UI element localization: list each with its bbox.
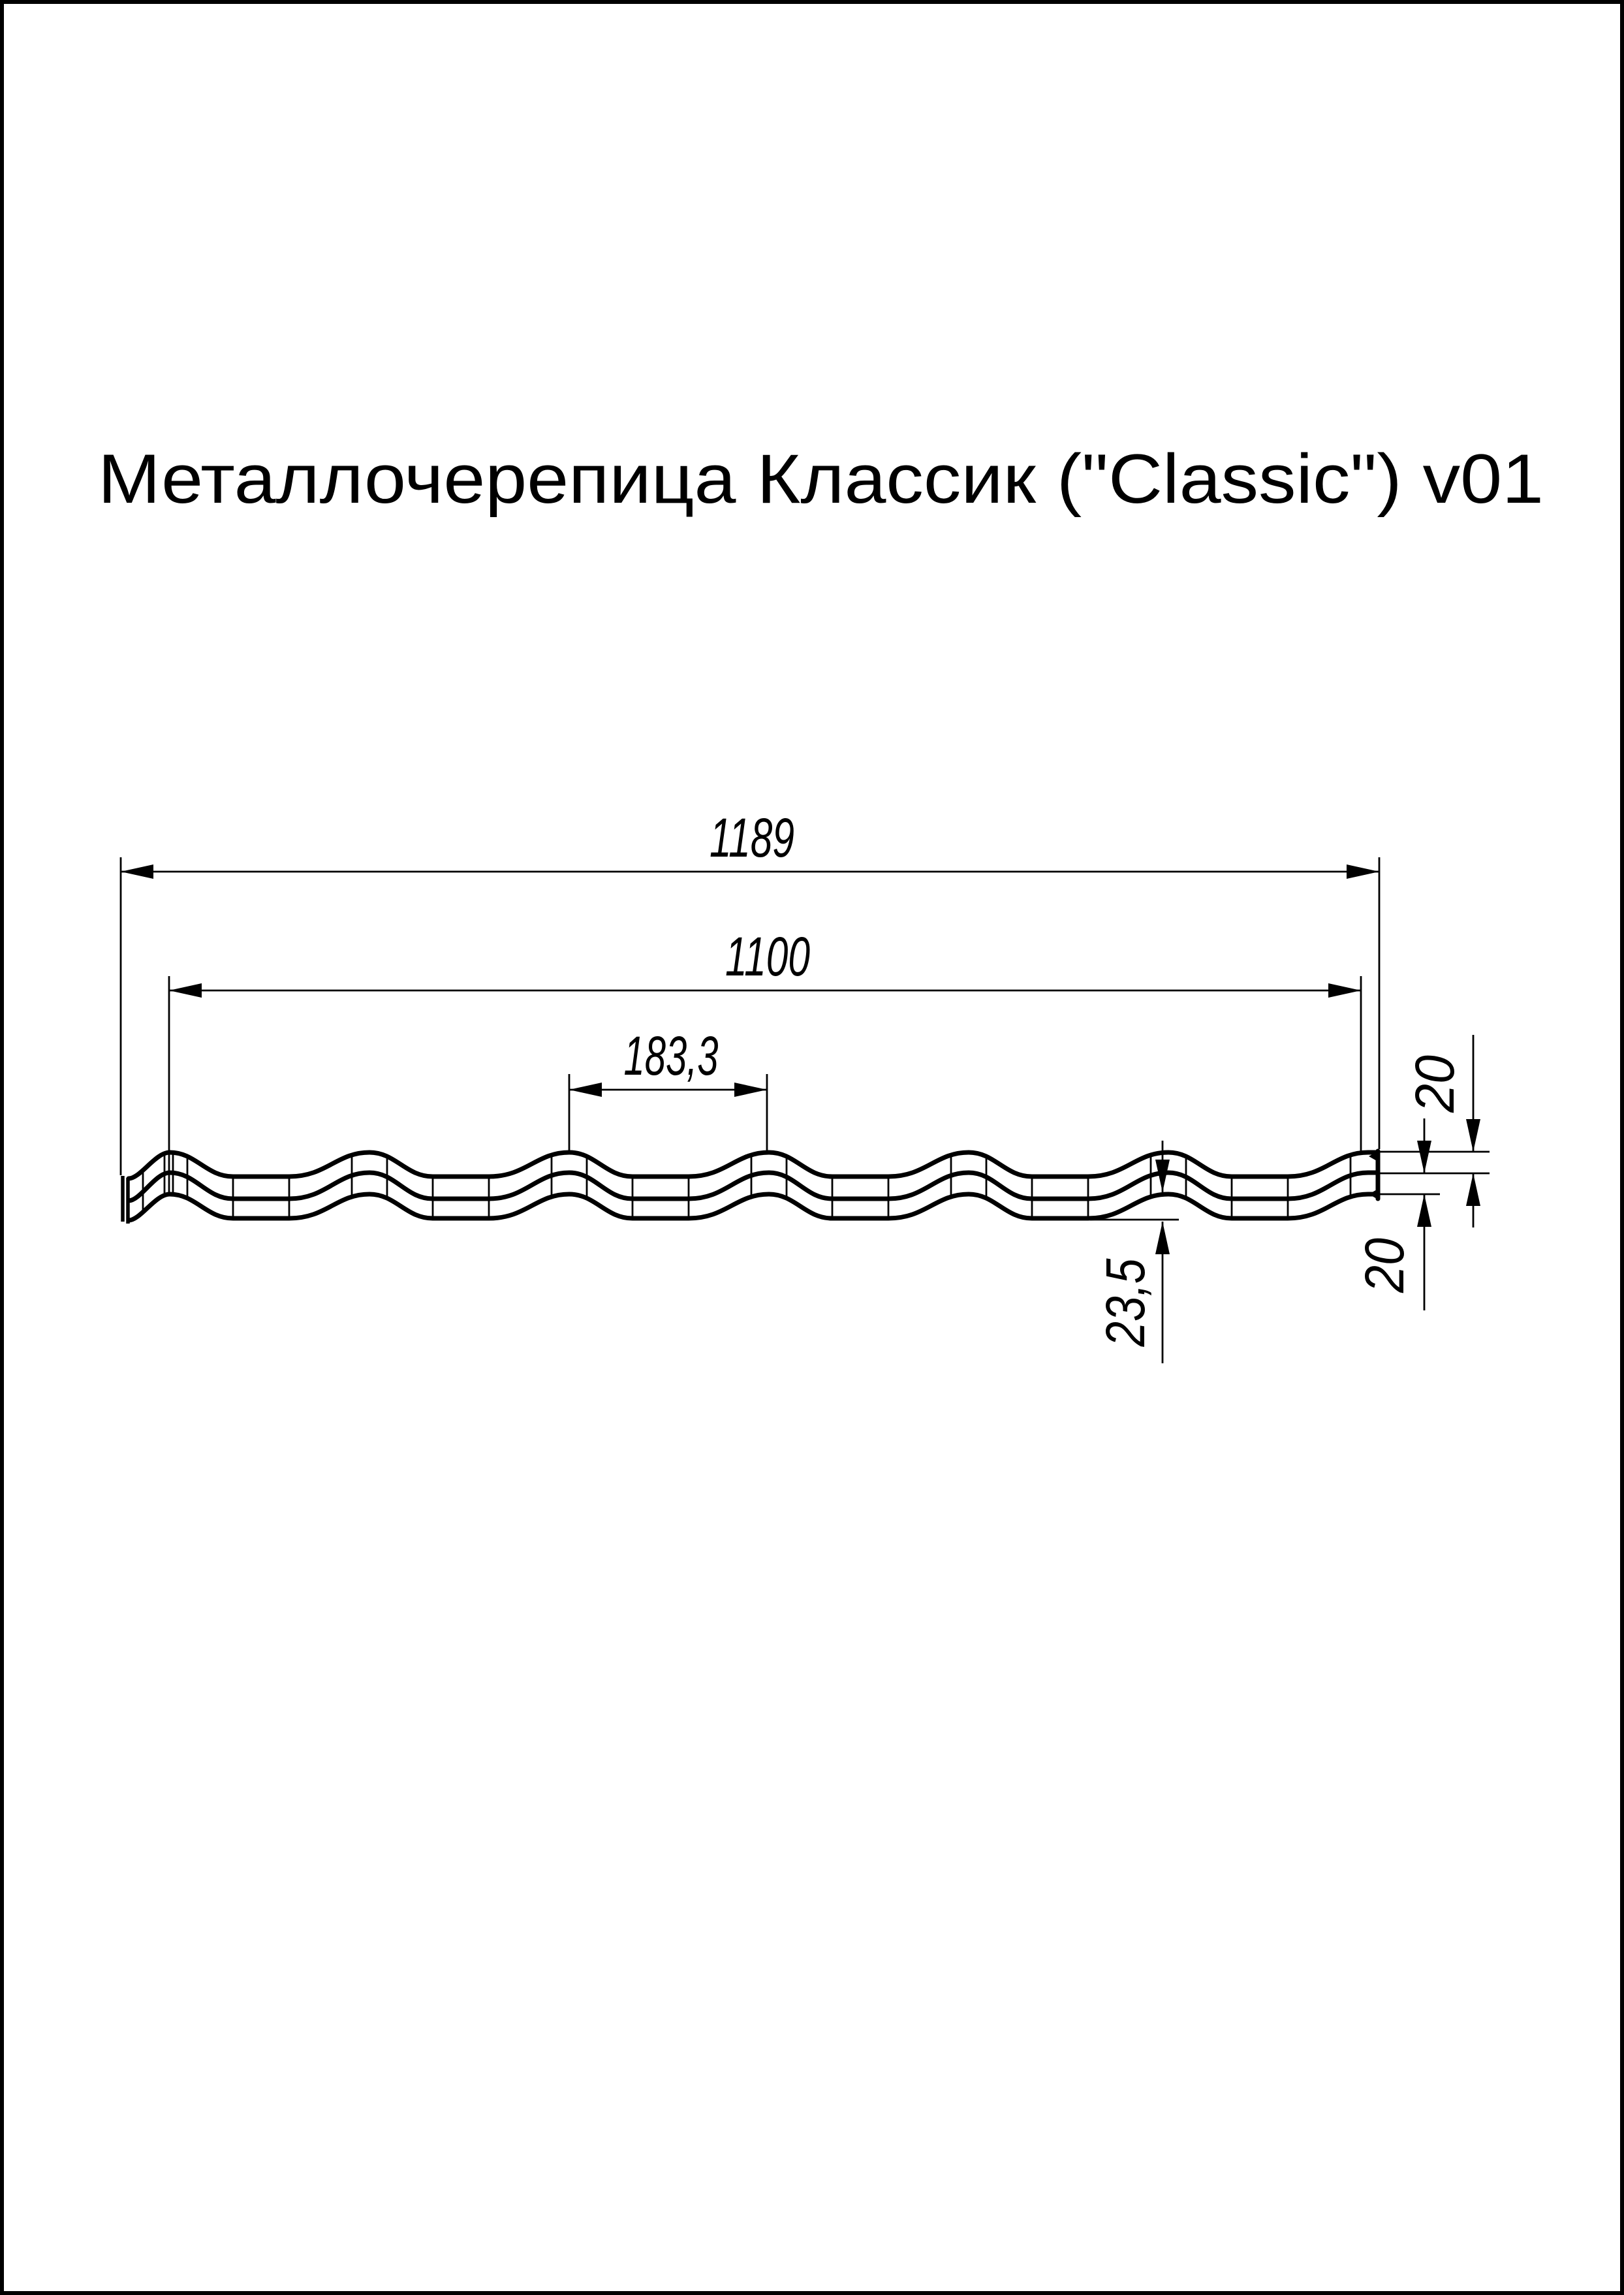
dimension-label-step-upper: 20 bbox=[1404, 1051, 1465, 1113]
dimension-label-useful-width: 1100 bbox=[725, 926, 811, 987]
page-title: Металлочерепица Классик ("Classic") v01 bbox=[98, 439, 1544, 518]
dimension-label-step-lower: 20 bbox=[1354, 1231, 1415, 1293]
dimension-label-wave-height: 23,5 bbox=[1095, 1240, 1156, 1347]
dimension-label-wave-pitch: 183,3 bbox=[623, 1025, 719, 1086]
dimension-label-total-width: 1189 bbox=[710, 807, 794, 868]
